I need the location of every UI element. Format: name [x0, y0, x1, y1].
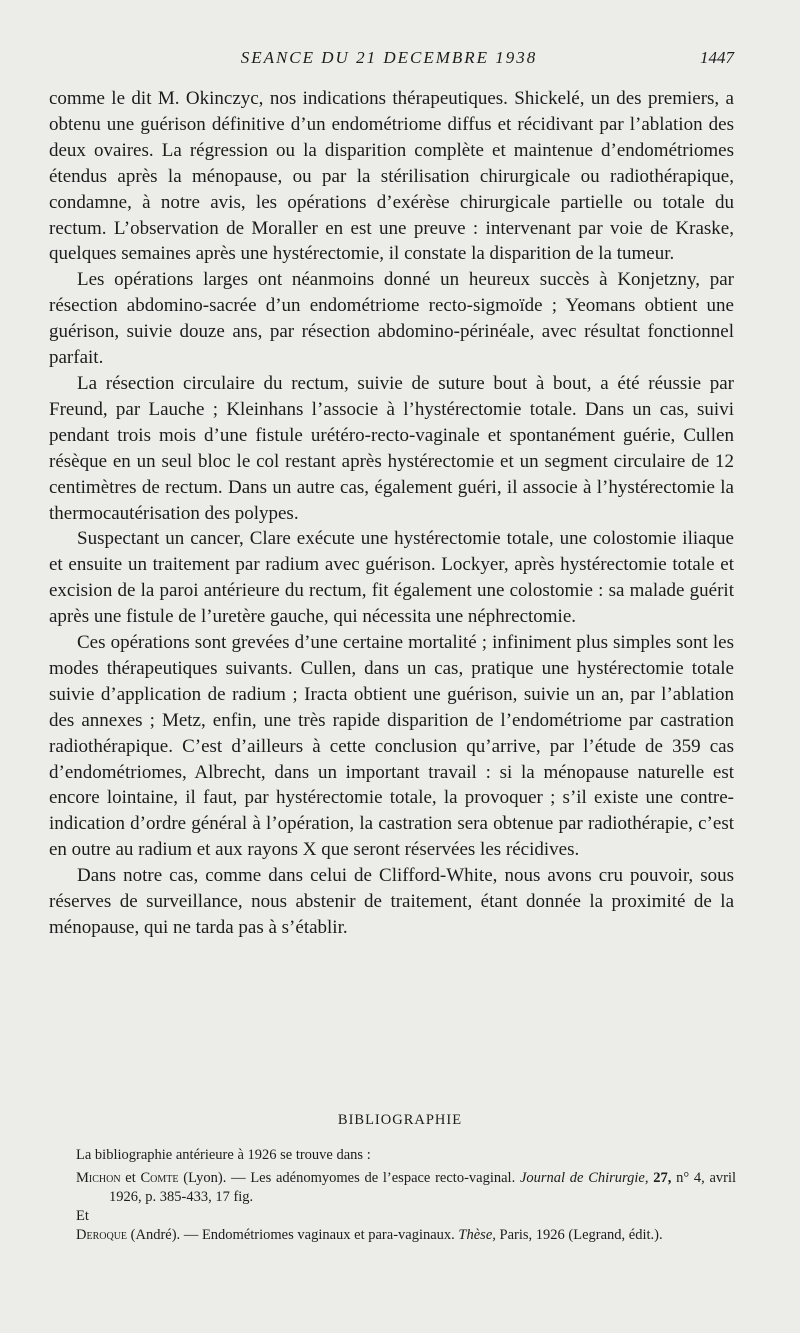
entry-details: n° 4, avril 1926, p. 385-433, 17 fig. [109, 1170, 737, 1205]
paragraph: Ces opérations sont grevées d’une certaine mortalité ; infiniment plus simples sont les modes thérapeutiques suivants. Cullen, dans un cas, pratique une hystérectomie totale suivie d’application de radium ; Iracta obtient une guérison, suivie un an, par l’ablation des annexes ; Metz, enfin, une très rapide disparition de l’endométriome par castration radiothérapique. C’est d’ailleurs à cette conclusion qu’arrive, par l’étude de 359 cas d’endométriomes, Albrecht, dans un important travail : si la ménopause naturelle est encore lointaine, il faut, par hystérectomie totale, la provoquer ; s’il existe une contre-indication d’ordre général à l’opération, la castration sera obtenue par radiothérapie, c’est en outre au radium et aux rayons X que seront réservées les récidives. [49, 632, 734, 861]
entry-conjunction: et [125, 1170, 136, 1186]
bibliography-intro: La bibliographie antérieure à 1926 se trouve dans : [76, 1147, 371, 1163]
paragraph: La résection circulaire du rectum, suivie de suture bout à bout, a été réussie par Freund, par Lauche ; Kleinhans l’associe à l’hystérectomie totale. Dans un cas, suivi pendant trois mois d’une fistule urétéro-recto-vaginale et spontanément guérie, Cullen résèque en un seul bloc le col restant après hystérectomie et un segment circulaire de 12 centimètres de rectum. Dans un autre cas, également guéri, il associe à l’hystérectomie la thermocautérisation des polypes. [49, 372, 734, 524]
entry-author: Comte [140, 1170, 179, 1186]
entry-author: Deroque [76, 1227, 128, 1243]
bibliography [76, 1146, 736, 1245]
bibliography-entry [76, 1169, 736, 1207]
paragraph: comme le dit M. Okinczyc, nos indications thérapeutiques. Shickelé, un des premiers, a obtenu une guérison définitive d’un endométriome diffus et récidivant par l’ablation des deux ovaires. La régression ou la disparition complète et maintenue d’endométriomes étendus après la ménopause, ou par la stérilisation chirurgicale ou radiothérapique, condamne, à notre avis, les opérations d’exérèse chirurgicale partielle ou totale du rectum. L’observation de Moraller en est une preuve : intervenant par voie de Kraske, quelques semaines après une hystérectomie, il constate la disparition de la tumeur. [49, 88, 734, 265]
bibliography-separator: Et [76, 1208, 89, 1224]
body-text [49, 86, 734, 941]
page-header [44, 48, 734, 72]
entry-dash: — [231, 1170, 246, 1186]
entry-place: (Lyon). [183, 1170, 227, 1186]
paragraph: Dans notre cas, comme dans celui de Clifford-White, nous avons cru pouvoir, sous réserves de surveillance, nous abstenir de traitement, étant donnée la proximité de la ménopause, qui ne tarda pas à s’établir. [49, 865, 734, 938]
bibliography-heading: BIBLIOGRAPHIE [337, 1112, 463, 1128]
page-number: 1447 [700, 48, 734, 67]
paragraph: Les opérations larges ont néanmoins donné un heureux succès à Konjetzny, par résection abdomino-sacrée d’un endométriome recto-sigmoïde ; Yeomans obtient une guérison, suivie douze ans, par résection abdomino-périnéale, avec résultat fonctionnel parfait. [49, 269, 734, 369]
entry-publication: Thèse, [458, 1227, 496, 1243]
paragraph: Suspectant un cancer, Clare exécute une hystérectomie totale, une colostomie iliaque et ensuite un traitement par radium avec guérison. Lockyer, après hystérectomie totale et excision de la paroi antérieure du rectum, fit également une colostomie : sa malade guérit après une fistule de l’uretère gauche, qui nécessita une néphrectomie. [49, 528, 734, 628]
entry-author: Michon [76, 1170, 121, 1186]
entry-title: Endométriomes vaginaux et para-vaginaux. [201, 1227, 455, 1243]
entry-details: Paris, 1926 (Legrand, édit.). [499, 1227, 663, 1243]
entry-dash: — [183, 1227, 199, 1243]
running-title: SEANCE DU 21 DECEMBRE 1938 [240, 48, 538, 67]
bibliography-entry [76, 1226, 736, 1245]
entry-journal: Journal de Chirurgie, [519, 1170, 649, 1186]
entry-title: Les adénomyomes de l’espace recto-vaginal. [250, 1170, 516, 1186]
entry-firstname: (André). [130, 1227, 181, 1243]
entry-volume: 27, [653, 1170, 672, 1186]
